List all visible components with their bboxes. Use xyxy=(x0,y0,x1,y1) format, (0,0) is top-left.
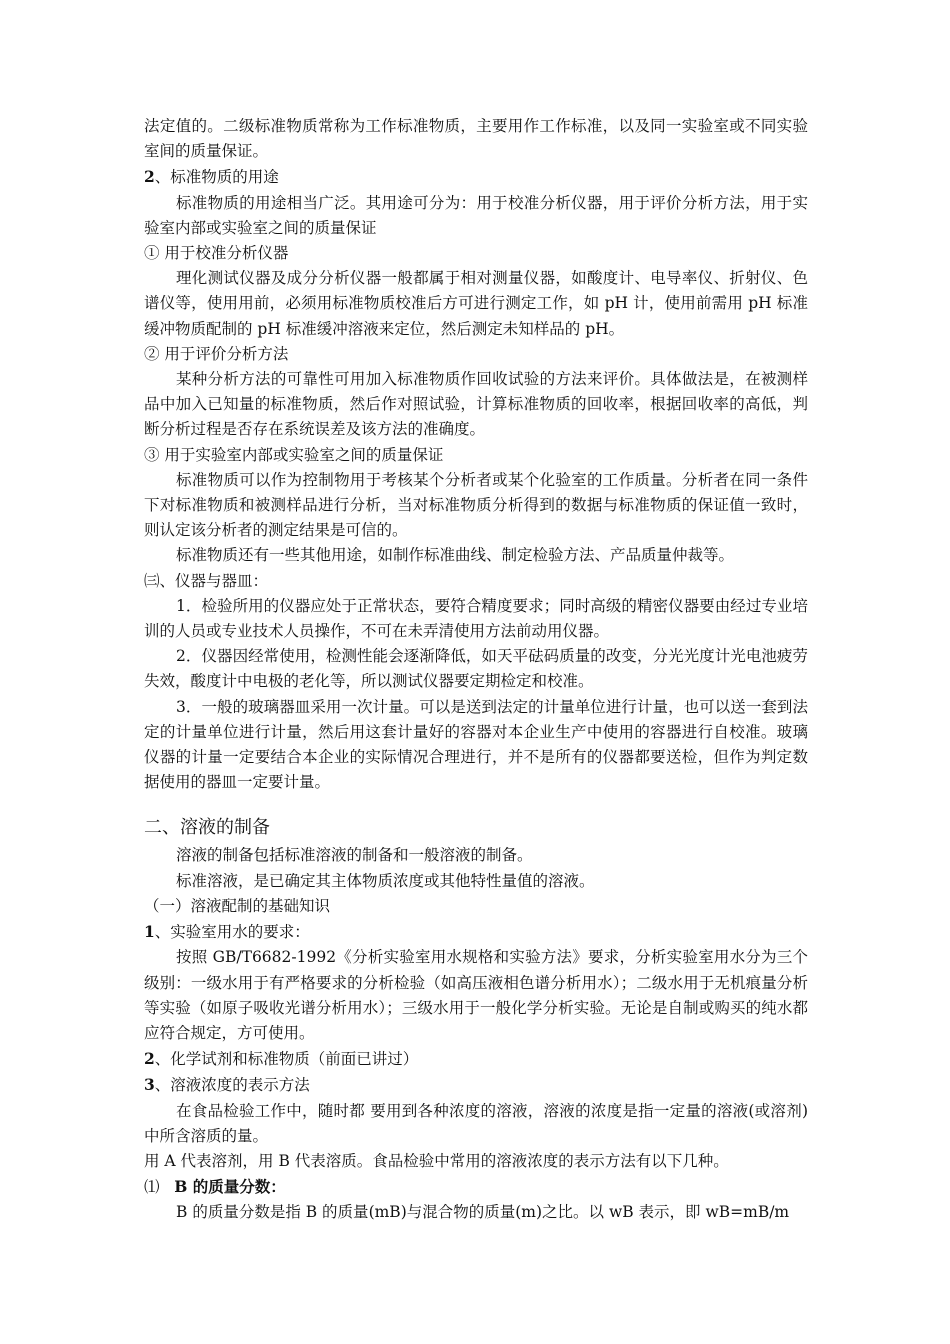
item-quality-assurance: ③ 用于实验室内部或实验室之间的质量保证 xyxy=(144,445,444,464)
paragraph-solvent-solute: 用 A 代表溶剂，用 B 代表溶质。食品检验中常用的溶液浓度的表示方法有以下几种。 xyxy=(144,1151,729,1170)
paragraph-uses-overview: 标准物质的用途相当广泛。其用途可分为：用于校准分析仪器，用于评价分析方法，用于实验室内部或实验室之间的质量保证 xyxy=(144,193,808,237)
paragraph-standard-solution: 标准溶液，是已确定其主体物质浓度或其他特性量值的溶液。 xyxy=(176,871,595,890)
heading-number: 1 xyxy=(144,922,155,942)
paragraph-concentration: 在食品检验工作中，随时都 要用到各种浓度的溶液，溶液的浓度是指一定量的溶液(或溶剂)中所含溶质的量。 xyxy=(144,1101,808,1145)
paragraph-calibrate-instruments: 理化测试仪器及成分分析仪器一般都属于相对测量仪器，如酸度计、电导率仪、折射仪、色谱仪等，使用用前，必须用标准物质校准后方可进行测定工作，如 pH 计，使用前需用 pH 标准缓冲物质配制的 pH 标准缓冲溶液来定位，然后测定未知样品的 pH。 xyxy=(144,269,808,338)
paragraph-standard-grades: 法定值的。二级标准物质常称为工作标准物质，主要用作工作标准，以及同一实验室或不同实验室间的质量保证。 xyxy=(144,117,808,161)
paragraph-quality-assurance: 标准物质可以作为控制物用于考核某个分析者或某个化验室的工作质量。分析者在同一条件下对标准物质和被测样品进行分析，当对标准物质分析得到的数据与标准物质的保证值一致时，则认定该分析者的测定结果是可信的。 xyxy=(144,470,808,540)
item-calibrate-instruments: ① 用于校准分析仪器 xyxy=(144,244,289,263)
heading-text: 、化学试剂和标准物质（前面已讲过） xyxy=(154,1050,419,1069)
paragraph-evaluate-methods: 某种分析方法的可靠性可用加入标准物质作回收试验的方法来评价。具体做法是，在被测样品中加入已知量的标准物质，然后作对照试验，计算标准物质的回收率，根据回收率的高低，判断分析过程是否存在系统误差及该方法的准确度。 xyxy=(144,370,808,439)
heading-number: 2 xyxy=(144,167,155,187)
heading-reagents xyxy=(144,1046,808,1072)
item-text: B 的质量分数： xyxy=(174,1177,286,1197)
heading-number: 2 xyxy=(144,1049,155,1069)
heading-standard-uses xyxy=(144,164,808,190)
heading-number: 3 xyxy=(144,1075,155,1095)
heading-lab-water xyxy=(144,919,808,945)
heading-text: 、溶液浓度的表示方法 xyxy=(154,1076,310,1095)
item-mass-fraction xyxy=(144,1174,808,1200)
paragraph-instruments-2: 2．仪器因经常使用，检测性能会逐渐降低，如天平砝码质量的改变，分光光度计光电池疲劳失效，酸度计中电极的老化等，所以测试仪器要定期检定和校准。 xyxy=(144,647,808,691)
heading-instruments-vessels: ㈢、仪器与器皿： xyxy=(144,571,269,590)
paragraph-other-uses: 标准物质还有一些其他用途，如制作标准曲线、制定检验方法、产品质量仲裁等。 xyxy=(176,546,735,565)
paragraph-mass-fraction: B 的质量分数是指 B 的质量(mB)与混合物的质量(m)之比。以 wB 表示，即 wB=mB/m xyxy=(176,1203,790,1222)
section-heading-solution-prep: 二、溶液的制备 xyxy=(144,817,270,839)
heading-text: 、实验室用水的要求： xyxy=(154,923,310,942)
heading-text: 、标准物质的用途 xyxy=(154,168,279,187)
paragraph-instruments-3: 3．一般的玻璃器皿采用一次计量。可以是送到法定的计量单位进行计量，也可以送一套到法定的计量单位进行计量，然后用这套计量好的容器对本企业生产中使用的容器进行自校准。玻璃仪器的计量一定要结合本企业的实际情况合理进行，并不是所有的仪器都要送检，但作为判定数据使用的器皿一定要计量。 xyxy=(144,697,808,792)
item-evaluate-methods: ② 用于评价分析方法 xyxy=(144,344,289,363)
subheading-basic-knowledge: （一）溶液配制的基础知识 xyxy=(144,896,331,915)
item-number: ⑴ xyxy=(144,1178,160,1197)
paragraph-solution-prep: 溶液的制备包括标准溶液的制备和一般溶液的制备。 xyxy=(176,846,533,865)
paragraph-lab-water: 按照 GB/T6682-1992《分析实验室用水规格和实验方法》要求，分析实验室用水分为三个级别：一级水用于有严格要求的分析检验（如高压液相色谱分析用水）；二级水用于无机痕量分析等实验（如原子吸收光谱分析用水）；三级水用于一般化学分析实验。无论是自制或购买的纯水都应符合规定，方可使用。 xyxy=(144,948,808,1042)
paragraph-instruments-1: 1．检验所用的仪器应处于正常状态，要符合精度要求；同时高级的精密仪器要由经过专业培训的人员或专业技术人员操作，不可在未弄清使用方法前动用仪器。 xyxy=(144,596,808,641)
document-page xyxy=(144,114,808,1226)
heading-concentration xyxy=(144,1072,808,1098)
